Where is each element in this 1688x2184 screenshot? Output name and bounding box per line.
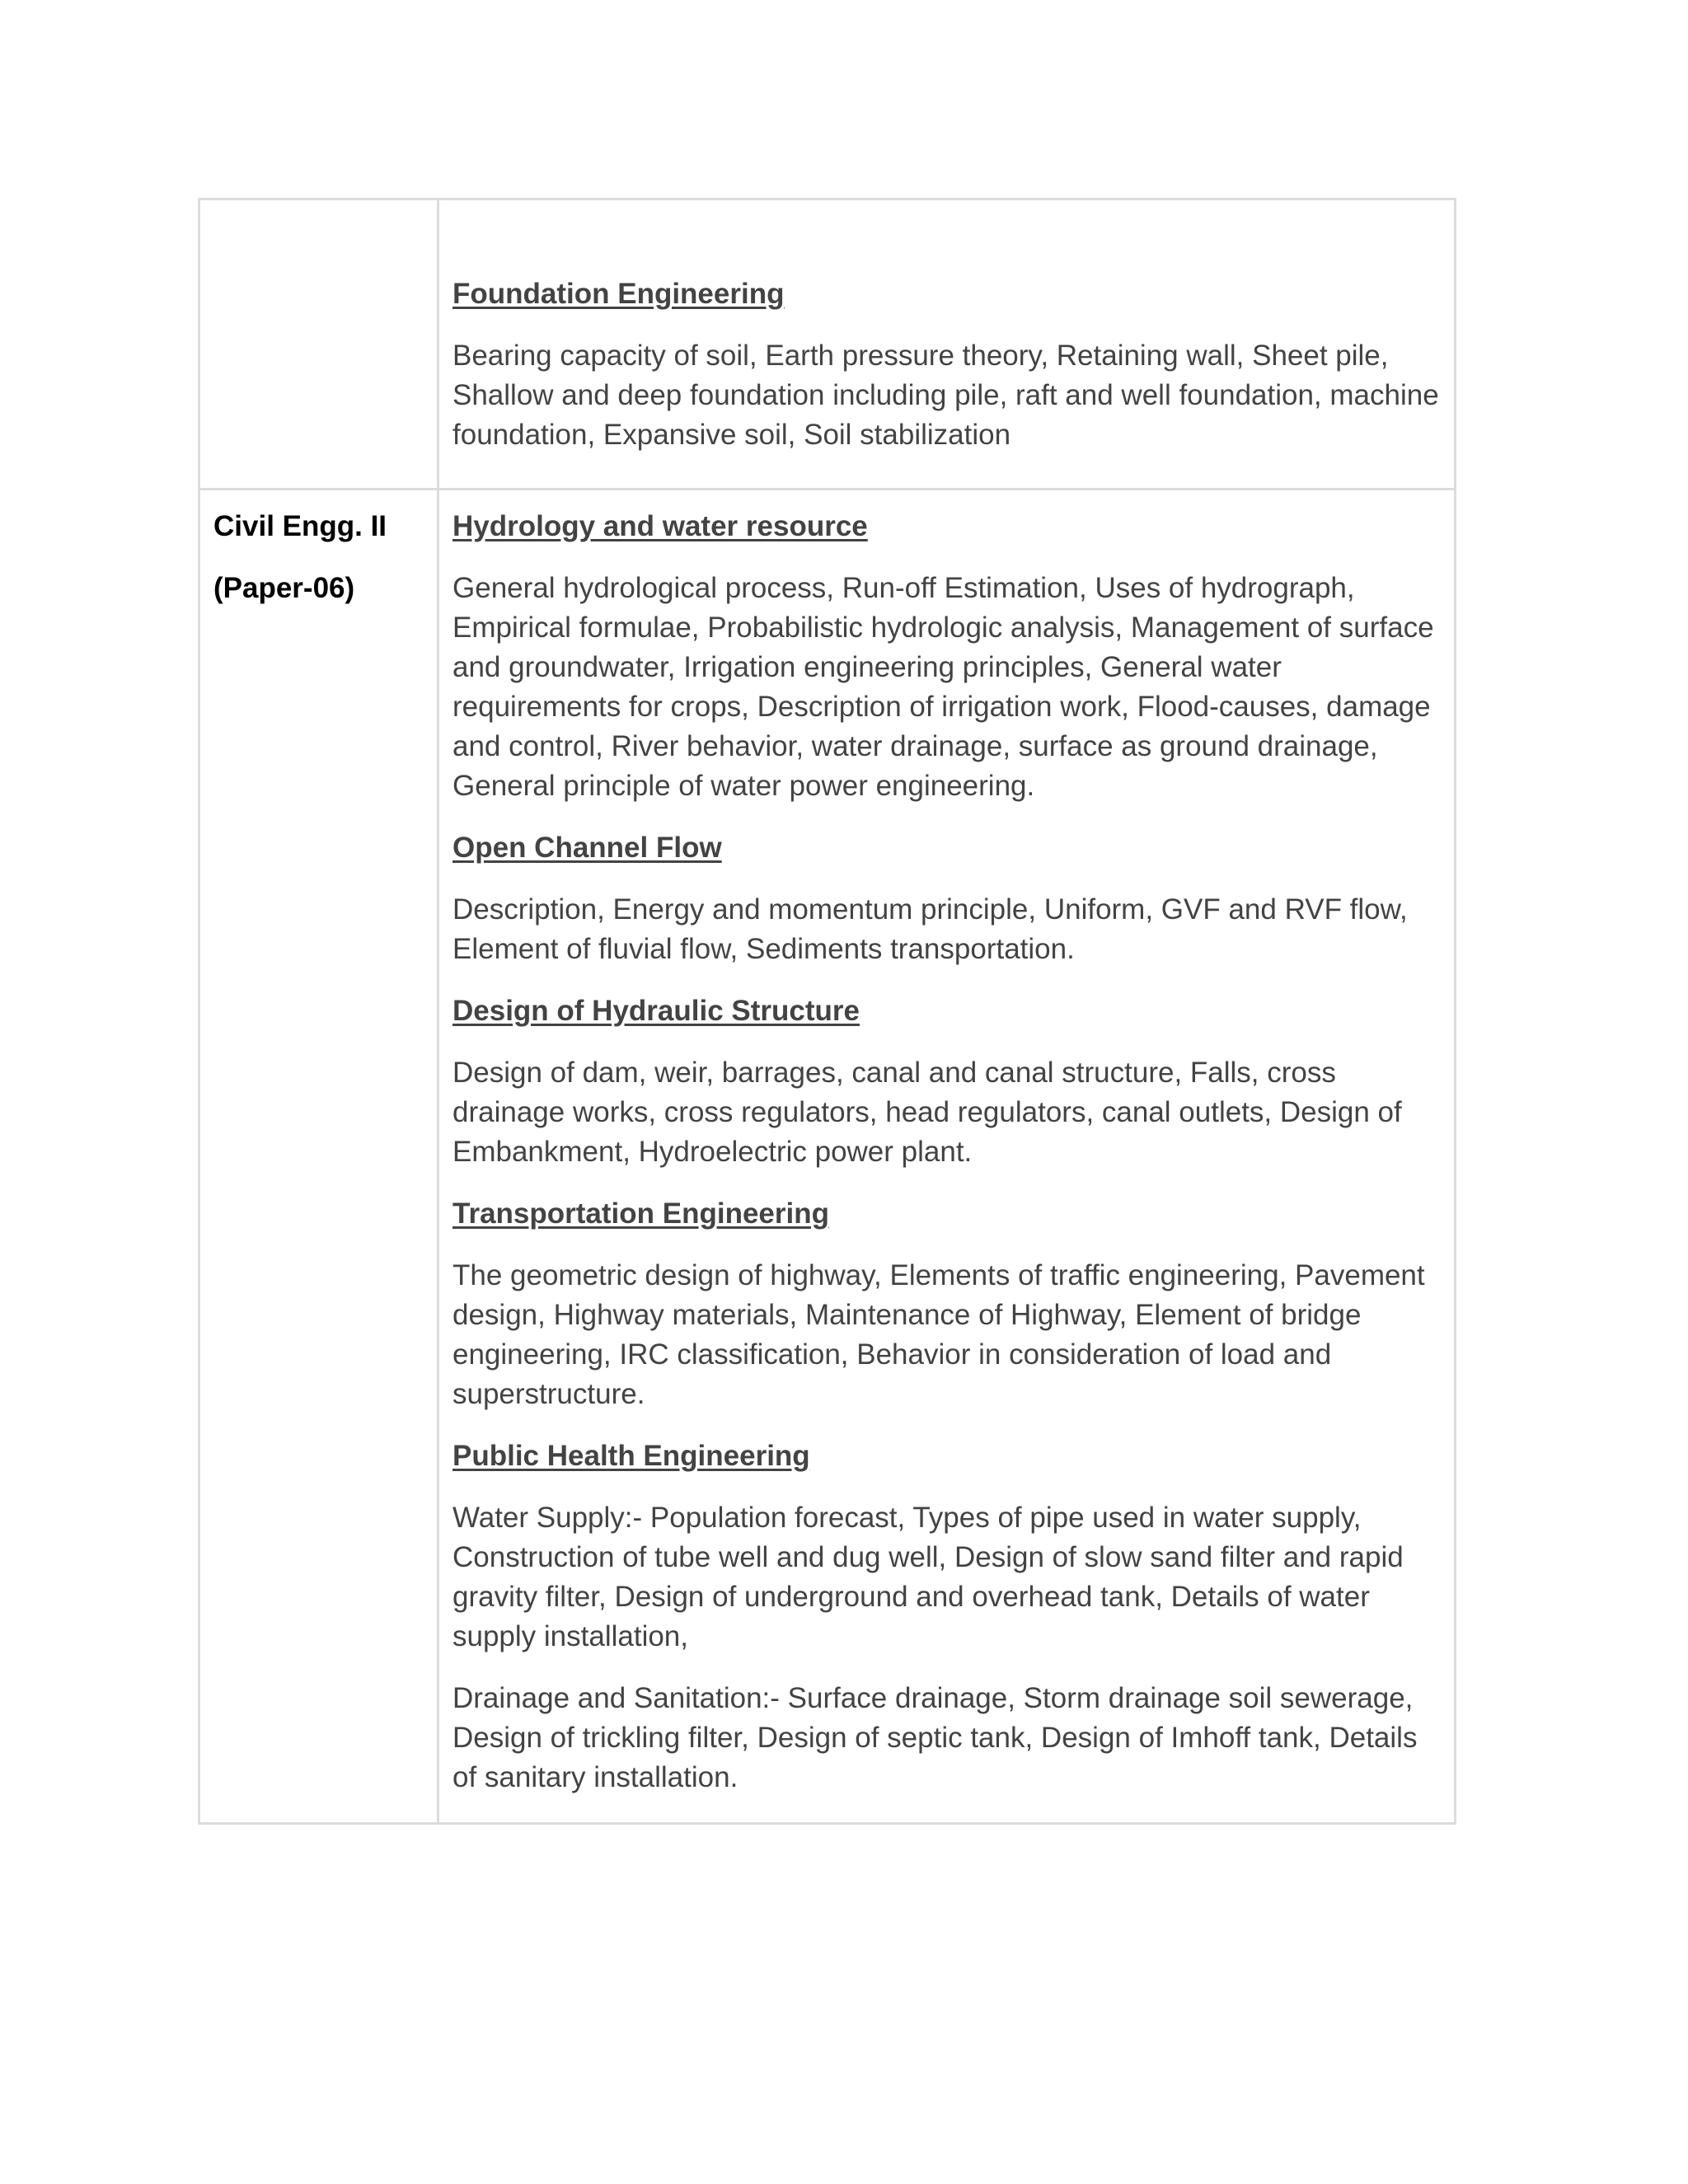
section-paragraph: The geometric design of highway, Elements of traffic engineering, Pavement design, Highway materials, Maintenance of Highway, Element of bridge engineering, IRC classification, Behavior in consideration of load and superstructure. — [452, 1259, 1425, 1410]
paper-title-group — [200, 200, 437, 228]
topics-cell — [438, 490, 1456, 1824]
section-paragraph: General hydrological process, Run-off Estimation, Uses of hydrograph, Empirical formulae, Probabilistic hydrologic analysis, Management of surface and groundwater, Irrigation engineering principles, General water requirements for crops, Description of irrigation work, Flood-causes, damage and control, River behavior, water drainage, surface as ground drainage, General principle of water power engineering. — [452, 572, 1434, 802]
section-heading: Public Health Engineering — [452, 1440, 810, 1472]
table-row — [199, 199, 1456, 490]
table-row — [199, 490, 1456, 1824]
paper-title-line: (Paper-06) — [213, 572, 355, 604]
paper-title-group — [200, 490, 437, 642]
section-heading: Hydrology and water resource — [452, 510, 868, 542]
section-heading: Transportation Engineering — [452, 1197, 829, 1230]
topics-group — [439, 200, 1454, 488]
syllabus-table-body — [199, 199, 1456, 1824]
section-paragraph: Description, Energy and momentum principle, Uniform, GVF and RVF flow, Element of fluvial flow, Sediments transportation. — [452, 893, 1408, 965]
syllabus-table — [198, 198, 1456, 1825]
paper-title-line: Civil Engg. II — [213, 510, 387, 542]
paper-cell — [199, 199, 438, 490]
paper-cell — [199, 490, 438, 1824]
section-paragraph: Drainage and Sanitation:- Surface drainage, Storm drainage soil sewerage, Design of trickling filter, Design of septic tank, Design of Imhoff tank, Details of sanitary installation. — [452, 1682, 1418, 1793]
topics-cell — [438, 199, 1456, 490]
section-paragraph: Design of dam, weir, barrages, canal and canal structure, Falls, cross drainage works, cross regulators, head regulators, canal outlets, Design of Embankment, Hydroelectric power plant. — [452, 1057, 1402, 1168]
section-paragraph: Water Supply:- Population forecast, Types of pipe used in water supply, Construction of tube well and dug well, Design of slow sand filter and rapid gravity filter, Design of underground and overhead tank, Details of water supply installation, — [452, 1502, 1404, 1652]
section-heading: Open Channel Flow — [452, 832, 722, 864]
topics-group — [439, 490, 1454, 1822]
section-paragraph: Bearing capacity of soil, Earth pressure theory, Retaining wall, Sheet pile, Shallow and deep foundation including pile, raft and well foundation, machine foundation, Expansive soil, Soil stabilization — [452, 340, 1439, 451]
section-heading: Design of Hydraulic Structure — [452, 995, 860, 1027]
section-heading: Foundation Engineering — [452, 278, 785, 310]
